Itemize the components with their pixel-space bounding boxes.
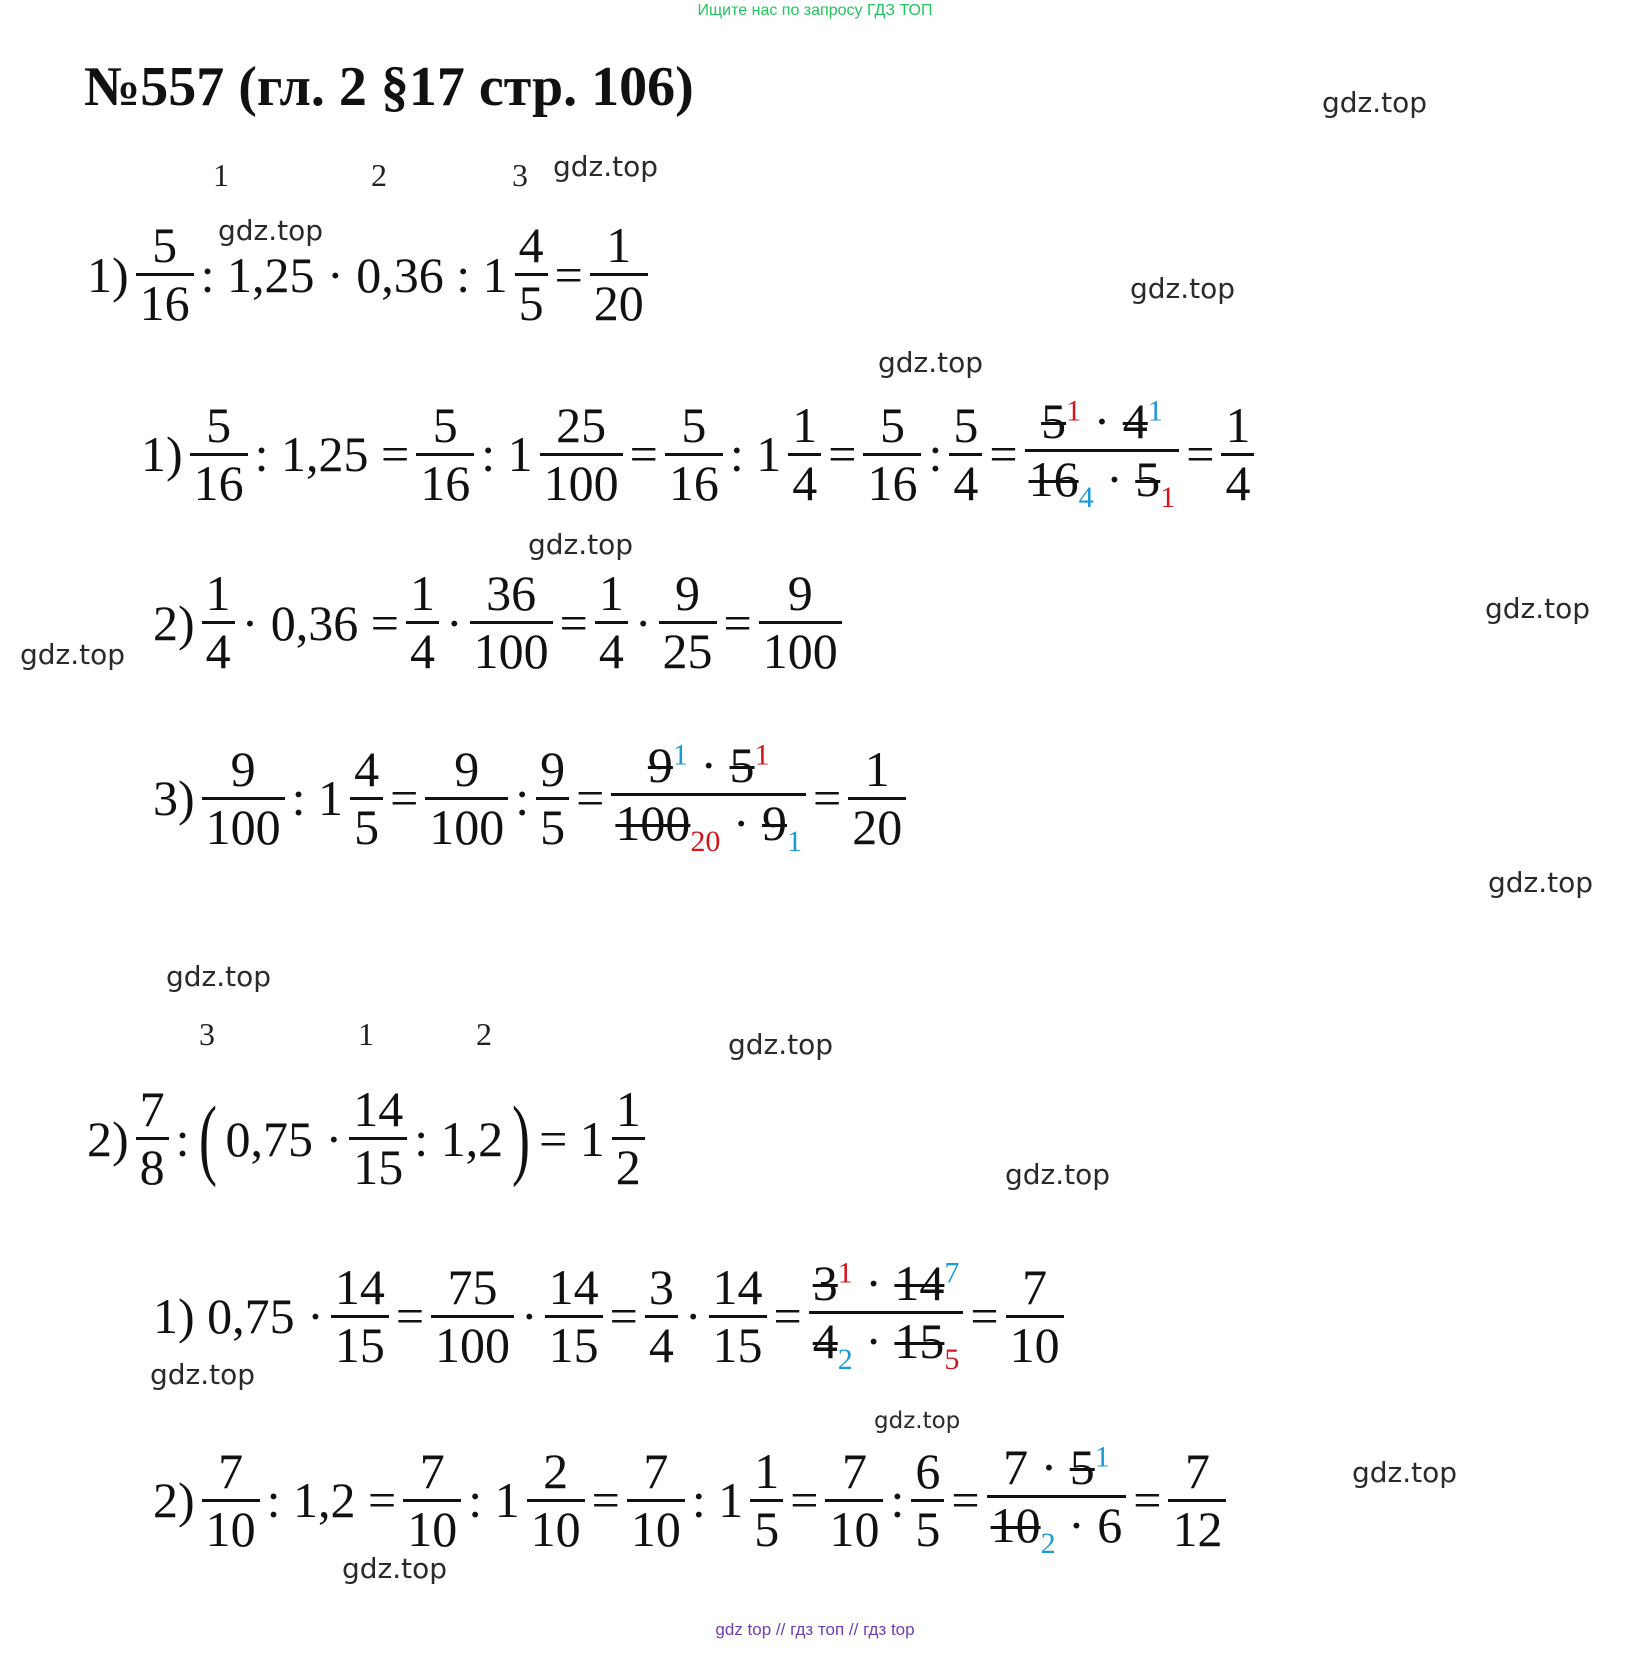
watermark: gdz.top (728, 1028, 834, 1061)
item-label: 1) (87, 246, 129, 303)
fraction: $\frac{9}{100}$ (425, 742, 508, 855)
operator: : 1 (468, 1472, 520, 1528)
fraction: $\frac{14}{15}$ (331, 1260, 389, 1373)
fraction: $\frac{1}{4}$ (788, 398, 821, 511)
fraction: $\frac{5}{16}$ (665, 398, 723, 511)
order-mark: 2 (371, 157, 387, 193)
operator: : 1,2 (414, 1110, 504, 1167)
watermark: gdz.top (1005, 1158, 1111, 1191)
operator: = (559, 594, 588, 651)
fraction: $\frac{14}{15}$ (349, 1082, 407, 1195)
fraction: $\frac{5}{16}$ (863, 398, 921, 511)
operator: : (515, 770, 530, 826)
result-fraction: $\frac{1}{20}$ (590, 218, 648, 331)
fraction: $\frac{7}{10}$ (627, 1444, 685, 1557)
order-mark: 2 (476, 1016, 492, 1052)
page-title: №557 (гл. 2 §17 стр. 106) (84, 56, 694, 118)
operator: = (609, 1288, 638, 1344)
fraction: $\frac{9}{25}$ (659, 566, 717, 679)
operator: = (989, 426, 1018, 482)
problem-1-step-2 (150, 566, 846, 679)
fraction: $\frac{1}{4}$ (202, 566, 235, 679)
operator: = (970, 1288, 999, 1344)
fraction: $\frac{1}{4}$ (406, 566, 439, 679)
watermark: gdz.top (1488, 866, 1594, 899)
operator: = 1 (539, 1110, 605, 1167)
operator: : 1 (481, 426, 533, 482)
operator: = (591, 1472, 620, 1528)
operator: = (1133, 1472, 1162, 1528)
operator: = (1186, 426, 1215, 482)
step-label: 1) 0,75 · (153, 1288, 324, 1344)
footer-links: gdz top // гдз топ // гдз top (715, 1620, 915, 1639)
fraction: $\frac{9}{100}$ (202, 742, 285, 855)
watermark: gdz.top (20, 638, 126, 671)
fraction: $\frac{2}{10}$ (527, 1444, 585, 1557)
result-fraction: $\frac{1}{4}$ (1221, 398, 1254, 511)
left-paren: ( (198, 1088, 217, 1188)
step-label: 2) (153, 1472, 195, 1528)
operator: : 1,25 = (254, 426, 410, 482)
result-fraction: $\frac{9}{100}$ (759, 566, 842, 679)
fraction: $\frac{14}{15}$ (709, 1260, 767, 1373)
step-label: 2) (153, 594, 195, 651)
watermark: gdz.top (1352, 1456, 1458, 1489)
fraction: $\frac{5}{16}$ (190, 398, 248, 511)
result-fraction: $\frac{1}{2}$ (612, 1082, 645, 1195)
cancellation-fraction: $\frac{3^1 \cdot 14^7}{4_2 \cdot 15_5}$ (809, 1256, 964, 1376)
problem-1-step-3 (150, 738, 910, 858)
operator: = (723, 594, 752, 651)
operator: = (813, 770, 842, 826)
operator: 0,75 · (225, 1110, 343, 1167)
fraction: $\frac{7}{8}$ (136, 1082, 169, 1195)
fraction: $\frac{1}{4}$ (595, 566, 628, 679)
watermark: gdz.top (218, 214, 324, 247)
operator: : (890, 1472, 905, 1528)
fraction: $\frac{25}{100}$ (540, 398, 623, 511)
order-mark: 1 (358, 1016, 374, 1052)
operator: = (576, 770, 605, 826)
problem-2-step-1 (150, 1256, 1068, 1376)
operator: : 1 (291, 770, 344, 826)
step-label: 3) (153, 770, 195, 826)
fraction: $\frac{4}{5}$ (515, 218, 548, 331)
watermark: gdz.top (166, 960, 272, 993)
operator: : (928, 426, 943, 482)
order-mark: 1 (213, 157, 229, 193)
watermark: gdz.top (878, 346, 984, 379)
operator: : 1,25 · 0,36 : 1 (200, 246, 508, 303)
problem-2-expression (84, 1082, 649, 1195)
fraction: $\frac{5}{16}$ (136, 218, 194, 331)
item-label: 2) (87, 1110, 129, 1167)
result-fraction: $\frac{7}{10}$ (1006, 1260, 1064, 1373)
search-hint: Ищите нас по запросу ГДЗ ТОП (697, 2, 933, 19)
operator: = (395, 1288, 425, 1344)
operator: = (790, 1472, 819, 1528)
operator: · (446, 594, 463, 651)
watermark: gdz.top (553, 150, 659, 183)
watermark: gdz.top (1130, 272, 1236, 305)
fraction: $\frac{7}{10}$ (825, 1444, 883, 1557)
watermark: gdz.top (1322, 86, 1428, 119)
step-label: 1) (141, 426, 183, 482)
operator: = (951, 1472, 980, 1528)
operator: : 1 (691, 1472, 744, 1528)
problem-1-step-1 (138, 394, 1258, 514)
operator: · (684, 1288, 702, 1344)
watermark: gdz.top (1485, 592, 1591, 625)
problem-2-step-2 (150, 1440, 1230, 1560)
operator: : 1 (729, 426, 782, 482)
fraction: $\frac{14}{15}$ (545, 1260, 603, 1373)
watermark: gdz.top (342, 1552, 448, 1585)
operator: · 0,36 = (241, 594, 400, 651)
watermark: gdz.top (874, 1408, 961, 1434)
cancellation-fraction: $\frac{9^1 \cdot 5^1}{100_{20} \cdot 9_1}$ (611, 738, 806, 858)
operator: = (390, 770, 419, 826)
operator: : 1,2 = (266, 1472, 397, 1528)
problem-1-expression (84, 218, 652, 331)
order-mark: 3 (199, 1016, 215, 1052)
fraction: $\frac{75}{100}$ (431, 1260, 514, 1373)
fraction: $\frac{1}{5}$ (750, 1444, 783, 1557)
fraction: $\frac{4}{5}$ (350, 742, 383, 855)
fraction: $\frac{36}{100}$ (470, 566, 553, 679)
watermark: gdz.top (528, 528, 634, 561)
result-fraction: $\frac{7}{12}$ (1168, 1444, 1226, 1557)
operator: · (634, 594, 652, 651)
operator: · (521, 1288, 538, 1344)
fraction: $\frac{5}{16}$ (416, 398, 474, 511)
fraction: $\frac{7}{10}$ (202, 1444, 260, 1557)
watermark: gdz.top (150, 1358, 256, 1391)
right-paren: ) (512, 1088, 531, 1188)
fraction: $\frac{3}{4}$ (645, 1260, 678, 1373)
operator: = (828, 426, 857, 482)
operator: = (773, 1288, 802, 1344)
fraction: $\frac{6}{5}$ (911, 1444, 944, 1557)
order-mark: 3 (512, 157, 528, 193)
fraction: $\frac{9}{5}$ (536, 742, 569, 855)
fraction: $\frac{5}{4}$ (949, 398, 982, 511)
operator: = (554, 246, 583, 303)
cancellation-fraction: $\frac{5^1 \cdot 4^1}{16_4 \cdot 5_1}$ (1025, 394, 1180, 514)
cancellation-fraction: $\frac{7 \cdot 5^1}{10_2 \cdot 6}$ (987, 1440, 1127, 1560)
fraction: $\frac{7}{10}$ (403, 1444, 461, 1557)
operator: : (175, 1110, 190, 1167)
result-fraction: $\frac{1}{20}$ (848, 742, 906, 855)
operator: = (629, 426, 658, 482)
